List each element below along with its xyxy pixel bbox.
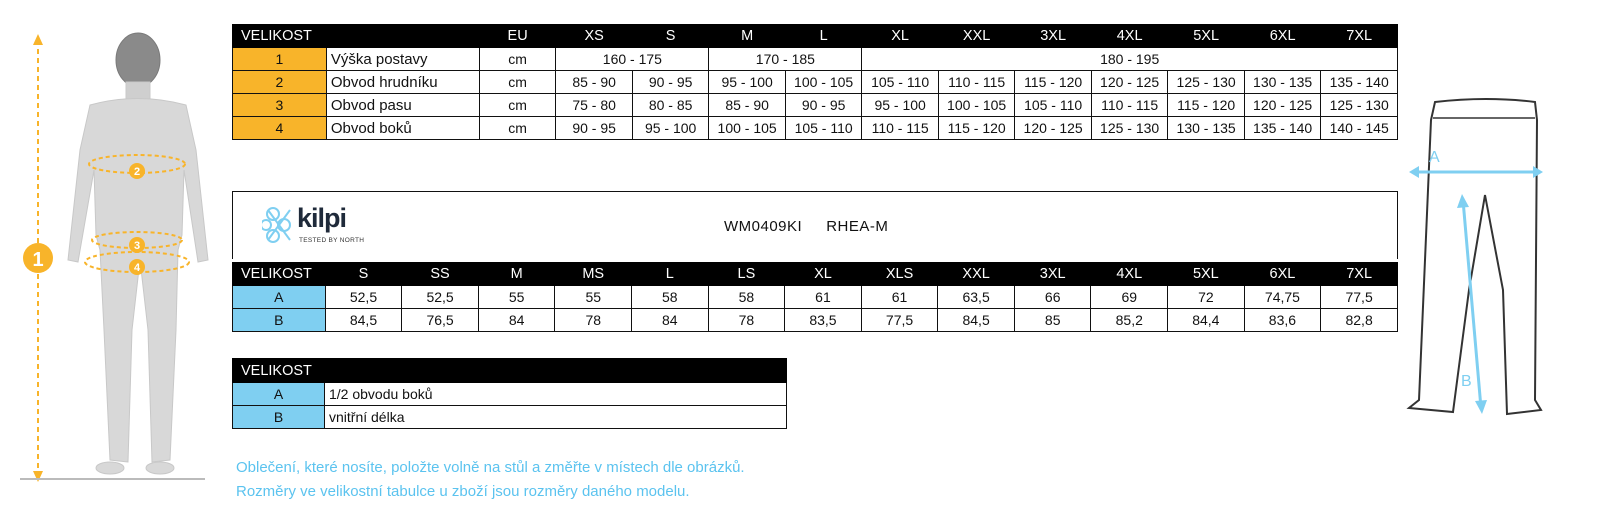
header-velikost: VELIKOST xyxy=(233,263,326,286)
table-cell: 130 - 135 xyxy=(1244,71,1321,94)
table-cell: 85 xyxy=(1014,309,1091,332)
table-cell: 55 xyxy=(478,286,555,309)
table-cell: 76,5 xyxy=(402,309,479,332)
table-cell: 95 - 100 xyxy=(862,94,939,117)
header-size: 7XL xyxy=(1321,25,1398,48)
logo-tagline: TESTED BY NORTH xyxy=(299,237,365,244)
height-arrow-bottom xyxy=(33,471,43,482)
table-row xyxy=(233,406,787,429)
table-cell: 110 - 115 xyxy=(1091,94,1168,117)
table-cell: 84 xyxy=(478,309,555,332)
table-cell: 80 - 85 xyxy=(632,94,709,117)
table-cell: 85 - 90 xyxy=(556,71,633,94)
header-size: 3XL xyxy=(1015,25,1092,48)
table-cell: 160 - 175 xyxy=(556,48,709,71)
table-cell: 78 xyxy=(708,309,785,332)
header-size: XS xyxy=(556,25,633,48)
row-unit: cm xyxy=(479,71,556,94)
table-cell: 105 - 110 xyxy=(862,71,939,94)
body-size-header-row xyxy=(233,25,1398,48)
measure-a-arrow-left xyxy=(1409,166,1419,178)
table-cell: 77,5 xyxy=(1321,286,1398,309)
row-number: 1 xyxy=(233,48,327,71)
pants-outline xyxy=(1409,99,1541,414)
table-cell: 100 - 105 xyxy=(709,117,786,140)
header-size: XLS xyxy=(861,263,938,286)
table-cell: 69 xyxy=(1091,286,1168,309)
table-cell: 63,5 xyxy=(938,286,1015,309)
header-size: S xyxy=(325,263,402,286)
table-cell: 110 - 115 xyxy=(862,117,939,140)
marker-3: 3 xyxy=(133,240,141,252)
pant-label-b: B xyxy=(1461,373,1472,390)
header-size: 4XL xyxy=(1091,263,1168,286)
table-cell: 84,4 xyxy=(1168,309,1245,332)
table-row xyxy=(233,383,787,406)
table-cell: 72 xyxy=(1168,286,1245,309)
table-row xyxy=(233,309,1398,332)
model-info xyxy=(724,218,912,235)
body-size-table xyxy=(232,24,1398,140)
row-label: Obvod pasu xyxy=(326,94,479,117)
header-size: 6XL xyxy=(1244,25,1321,48)
table-cell: 85,2 xyxy=(1091,309,1168,332)
table-cell: 58 xyxy=(708,286,785,309)
product-header-row xyxy=(233,263,1398,286)
table-row xyxy=(233,117,1398,140)
header-size: 7XL xyxy=(1321,263,1398,286)
instruction-note: Oblečení, které nosíte, položte volně na stůl a změřte v místech dle obrázků. xyxy=(236,459,745,476)
table-cell: 115 - 120 xyxy=(938,117,1015,140)
table-cell: 52,5 xyxy=(402,286,479,309)
marker-4: 4 xyxy=(133,262,141,274)
table-cell: 120 - 125 xyxy=(1015,117,1092,140)
legend-header-row xyxy=(233,359,787,383)
table-cell: 140 - 145 xyxy=(1321,117,1398,140)
table-cell: 170 - 185 xyxy=(709,48,862,71)
table-cell: 130 - 135 xyxy=(1168,117,1245,140)
measure-a-arrow-right xyxy=(1533,166,1543,178)
table-cell: 61 xyxy=(785,286,862,309)
header-size: 6XL xyxy=(1244,263,1321,286)
table-cell: 75 - 80 xyxy=(556,94,633,117)
row-number: 2 xyxy=(233,71,327,94)
table-cell: 125 - 130 xyxy=(1168,71,1245,94)
row-number: 4 xyxy=(233,117,327,140)
table-cell: 115 - 120 xyxy=(1015,71,1092,94)
header-size: SS xyxy=(402,263,479,286)
table-cell: 83,5 xyxy=(785,309,862,332)
table-cell: 135 - 140 xyxy=(1321,71,1398,94)
table-cell: 105 - 110 xyxy=(1015,94,1092,117)
marker-2: 2 xyxy=(133,166,141,178)
row-unit: cm xyxy=(479,48,556,71)
header-velikost: VELIKOST xyxy=(233,25,480,48)
header-size: 3XL xyxy=(1014,263,1091,286)
header-size: L xyxy=(785,25,862,48)
table-cell: 115 - 120 xyxy=(1168,94,1245,117)
measure-b-arrow-bottom xyxy=(1475,400,1487,414)
header-size: LS xyxy=(708,263,785,286)
header-size: S xyxy=(632,25,709,48)
table-row xyxy=(233,48,1398,71)
table-cell: 52,5 xyxy=(325,286,402,309)
marker-1: 1 xyxy=(32,249,44,271)
legend-table xyxy=(232,358,787,429)
header-size: M xyxy=(709,25,786,48)
legend-description: vnitřní délka xyxy=(325,406,787,429)
table-cell: 77,5 xyxy=(861,309,938,332)
model-code: WM0409KI xyxy=(724,218,803,235)
table-cell: 74,75 xyxy=(1244,286,1321,309)
table-cell: 55 xyxy=(555,286,632,309)
table-cell: 120 - 125 xyxy=(1091,71,1168,94)
table-cell: 90 - 95 xyxy=(632,71,709,94)
table-cell: 180 - 195 xyxy=(862,48,1398,71)
table-cell: 58 xyxy=(632,286,709,309)
instruction-note: Rozměry ve velikostní tabulce u zboží jsou rozměry daného modelu. xyxy=(236,483,690,500)
header-size: 5XL xyxy=(1168,263,1245,286)
row-label: B xyxy=(233,406,325,429)
row-unit: cm xyxy=(479,117,556,140)
logo-wordmark: kilpi xyxy=(297,203,347,233)
row-number: 3 xyxy=(233,94,327,117)
table-cell: 95 - 100 xyxy=(632,117,709,140)
table-cell: 100 - 105 xyxy=(938,94,1015,117)
height-arrow-top xyxy=(33,34,43,45)
row-label: A xyxy=(233,286,326,309)
row-label: A xyxy=(233,383,325,406)
header-size: XXL xyxy=(938,25,1015,48)
header-size: M xyxy=(478,263,555,286)
body-measurement-figure xyxy=(0,0,220,527)
table-cell: 125 - 130 xyxy=(1091,117,1168,140)
pant-label-a: A xyxy=(1429,149,1440,166)
product-size-table xyxy=(232,262,1398,332)
table-row xyxy=(233,286,1398,309)
table-cell: 82,8 xyxy=(1321,309,1398,332)
table-cell: 125 - 130 xyxy=(1321,94,1398,117)
header-size: 4XL xyxy=(1091,25,1168,48)
table-cell: 95 - 100 xyxy=(709,71,786,94)
header-size: XXL xyxy=(938,263,1015,286)
table-row xyxy=(233,94,1398,117)
header-eu: EU xyxy=(479,25,556,48)
header-size: MS xyxy=(555,263,632,286)
table-cell: 84,5 xyxy=(938,309,1015,332)
header-size: XL xyxy=(785,263,862,286)
person-silhouette xyxy=(68,33,208,474)
row-label: Obvod boků xyxy=(326,117,479,140)
table-cell: 84 xyxy=(632,309,709,332)
table-cell: 110 - 115 xyxy=(938,71,1015,94)
table-cell: 83,6 xyxy=(1244,309,1321,332)
table-cell: 85 - 90 xyxy=(709,94,786,117)
table-cell: 105 - 110 xyxy=(785,117,862,140)
table-cell: 78 xyxy=(555,309,632,332)
table-cell: 100 - 105 xyxy=(785,71,862,94)
table-cell: 120 - 125 xyxy=(1244,94,1321,117)
row-label: Výška postavy xyxy=(326,48,479,71)
row-label: Obvod hrudníku xyxy=(326,71,479,94)
header-size: L xyxy=(632,263,709,286)
header-size: 5XL xyxy=(1168,25,1245,48)
row-unit: cm xyxy=(479,94,556,117)
table-cell: 90 - 95 xyxy=(785,94,862,117)
table-cell: 66 xyxy=(1014,286,1091,309)
model-name: RHEA-M xyxy=(826,218,889,235)
table-cell: 135 - 140 xyxy=(1244,117,1321,140)
header-size: XL xyxy=(862,25,939,48)
row-label: B xyxy=(233,309,326,332)
table-cell: 84,5 xyxy=(325,309,402,332)
table-cell: 90 - 95 xyxy=(556,117,633,140)
table-cell: 61 xyxy=(861,286,938,309)
header-velikost: VELIKOST xyxy=(233,359,787,383)
legend-description: 1/2 obvodu boků xyxy=(325,383,787,406)
table-row xyxy=(233,71,1398,94)
pants-measurement-figure xyxy=(1405,90,1565,440)
